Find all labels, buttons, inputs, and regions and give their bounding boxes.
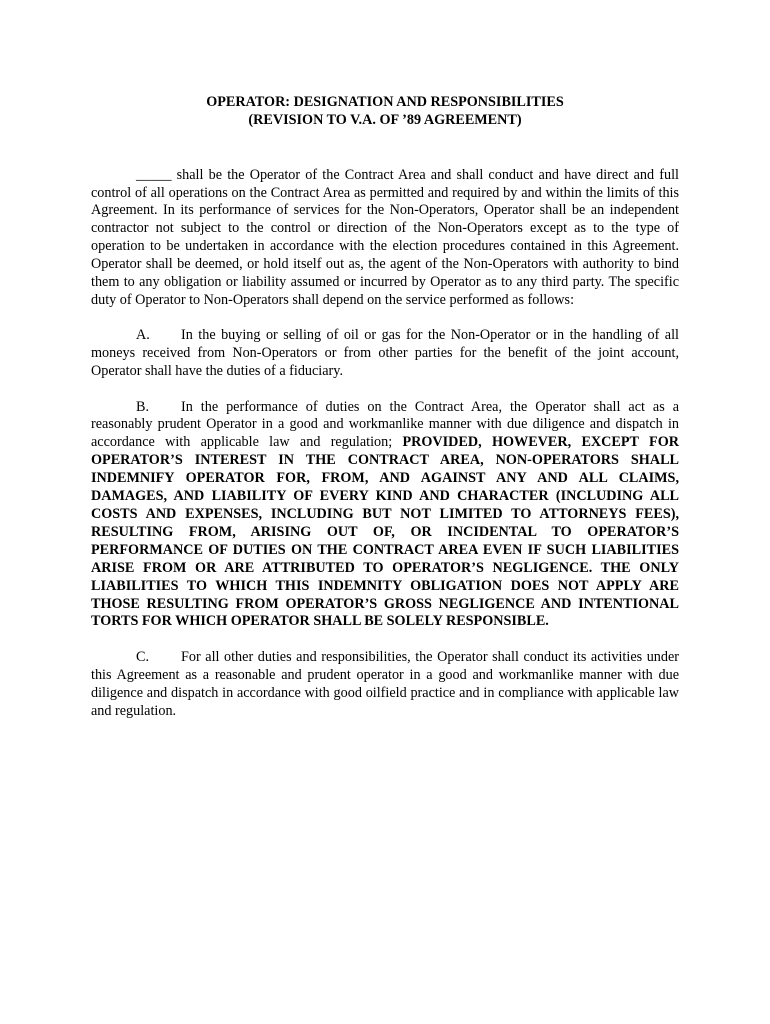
title-line-1: OPERATOR: DESIGNATION AND RESPONSIBILITIES xyxy=(206,94,564,110)
section-c-letter: C. xyxy=(136,648,150,665)
section-b-paragraph xyxy=(91,399,679,632)
document-title xyxy=(91,94,679,130)
section-a-letter: A. xyxy=(136,327,150,344)
title-line-2: (REVISION TO V.A. OF ’89 AGREEMENT) xyxy=(248,111,522,128)
intro-paragraph: _____ shall be the Operator of the Contract Area and shall conduct and have direct and full control of all operations on the Contract Area as permitted and required by and within the limits of this Agreement. In its performance of services for the Non-Operators, Operator shall be an independent contractor not subject to the control or direction of the Non-Operators except as to the type of operation to be undertaken in accordance with the election procedures contained in this Agreement. Operator shall be deemed, or hold itself out as, the agent of the Non-Operators with authority to bind them to any obligation or liability assumed or incurred by Operator as to any third party. The specific duty of Operator to Non-Operators shall depend on the service performed as follows: xyxy=(91,166,679,308)
section-b-letter: B. xyxy=(136,398,150,415)
section-c-text: For all other duties and responsibilities, the Operator shall conduct its activities under this Agreement as a reasonable and prudent operator in a good and workmanlike manner with due diligence and dispatch in accordance with good oilfield practice and in compliance with applicable law and regulation. xyxy=(91,648,679,719)
section-a-text: In the buying or selling of oil or gas for the Non-Operator or in the handling of all moneys received from Non-Operators or from other parties for the benefit of the joint account, Operator shall have the duties of a fiduciary. xyxy=(91,327,679,380)
section-b-indemnity-clause: PROVIDED, HOWEVER, EXCEPT FOR OPERATOR’S INTEREST IN THE CONTRACT AREA, NON-OPERATORS SHALL INDEMNIFY OPERATOR FOR, FROM, AND AGAINST ANY AND ALL CLAIMS, DAMAGES, AND LIABILITY OF EVERY KIND AND CHARACTER (INCLUDING ALL COSTS AND EXPENSES, INCLUDING BUT NOT LIMITED TO ATTORNEYS FEES), RESULTING FROM, ARISING OUT OF, OR INCIDENTAL TO OPERATOR’S PERFORMANCE OF DUTIES ON THE CONTRACT AREA EVEN IF SUCH LIABILITIES ARISE FROM OR ARE ATTRIBUTED TO OPERATOR’S NEGLIGENCE. THE ONLY LIABILITIES TO WHICH THIS INDEMNITY OBLIGATION DOES NOT APPLY ARE THOSE RESULTING FROM OPERATOR’S GROSS NEGLIGENCE AND INTENTIONAL TORTS FOR WHICH OPERATOR SHALL BE SOLELY RESPONSIBLE. xyxy=(91,434,679,630)
section-c-paragraph xyxy=(91,649,679,721)
section-b-text: In the performance of duties on the Contract Area, the Operator shall act as a reasonably prudent Operator in a good and workmanlike manner with due diligence and dispatch in accordance with applicable law and regulation; xyxy=(91,398,679,451)
section-a-paragraph xyxy=(91,327,679,381)
document-page xyxy=(91,94,679,720)
